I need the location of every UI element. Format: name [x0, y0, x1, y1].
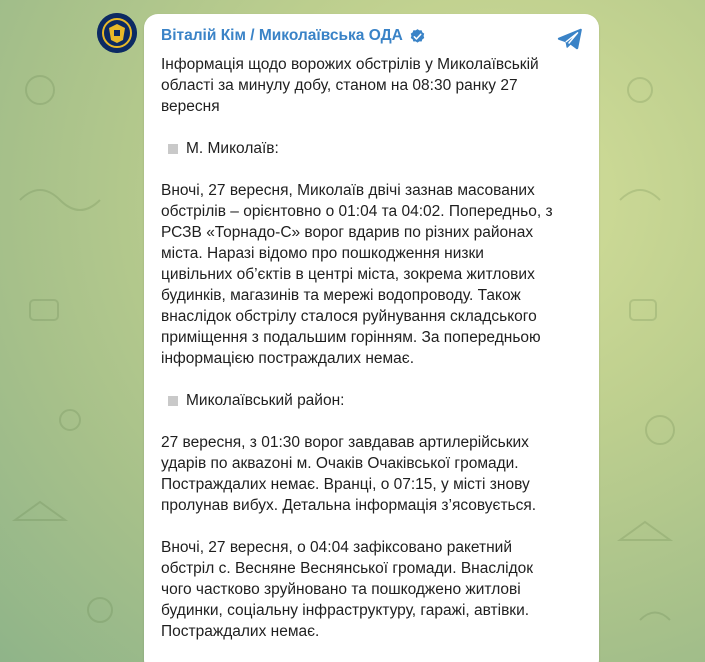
message-line: обстрілів – орієнтовно о 01:04 та 04:02. Попередньо, з	[161, 203, 553, 220]
square-bullet-icon	[168, 144, 178, 154]
message-line: пролунав вибух. Детальна інформація з’ясовується.	[161, 497, 537, 514]
message-line: міста. Наразі відомо про пошкодження низки	[161, 245, 484, 262]
message-line: цивільних об’єктів в центрі міста, зокрема житлових	[161, 266, 535, 283]
message-line: Вночі, 27 вересня, о 04:04 зафіксовано ракетний	[161, 539, 512, 556]
message-line: ударів по акваzоні м. Очаків Очаківської громади.	[161, 455, 519, 472]
verified-badge-icon	[409, 28, 426, 45]
message-line: чого частково зруйновано та пошкоджено житлові	[161, 581, 521, 598]
channel-avatar[interactable]	[97, 13, 137, 53]
message-line: будинків, магазинів та мережі водопроводу. Також	[161, 287, 521, 304]
message-line: обстріл с. Весняне Веснянської громади. Внаслідок	[161, 560, 534, 577]
message-line: Постраждалих немає. Вранці, о 07:15, у місті знову	[161, 476, 530, 493]
message-line: приміщення з подальшим горінням. За попередньою	[161, 329, 541, 346]
message-title-line: вересня	[161, 98, 220, 115]
message-header	[161, 27, 426, 45]
message-line: будинки, соціальну інфраструктуру, гаражі, автівки.	[161, 602, 530, 619]
message-line: Постраждалих немає.	[161, 623, 320, 640]
emblem-icon	[97, 13, 137, 53]
message-line: інформацією постраждалих немає.	[161, 350, 415, 367]
telegram-send-icon[interactable]	[557, 27, 583, 51]
message-text	[161, 54, 591, 642]
message-title-line: Інформація щодо ворожих обстрілів у Миколаївській	[161, 56, 539, 73]
section-title-text: Миколаївський район:	[186, 392, 345, 409]
message-line: РСЗВ «Торнадо-С» ворог вдарив по різних районах	[161, 224, 534, 241]
section-title-text: М. Миколаїв:	[186, 140, 279, 157]
section-title	[161, 138, 591, 159]
message-line: 27 вересня, з 01:30 ворог завдавав артилерійських	[161, 434, 529, 451]
channel-name[interactable]: Віталій Кім / Миколаївська ОДА	[161, 27, 403, 44]
message-bubble	[144, 14, 599, 662]
square-bullet-icon	[168, 396, 178, 406]
section-title	[161, 390, 591, 411]
message-title-line: області за минулу добу, станом на 08:30 ранку 27	[161, 77, 518, 94]
message-line: Вночі, 27 вересня, Миколаїв двічі зазнав масованих	[161, 182, 535, 199]
message-line: внаслідок обстрілу сталося руйнування складського	[161, 308, 537, 325]
